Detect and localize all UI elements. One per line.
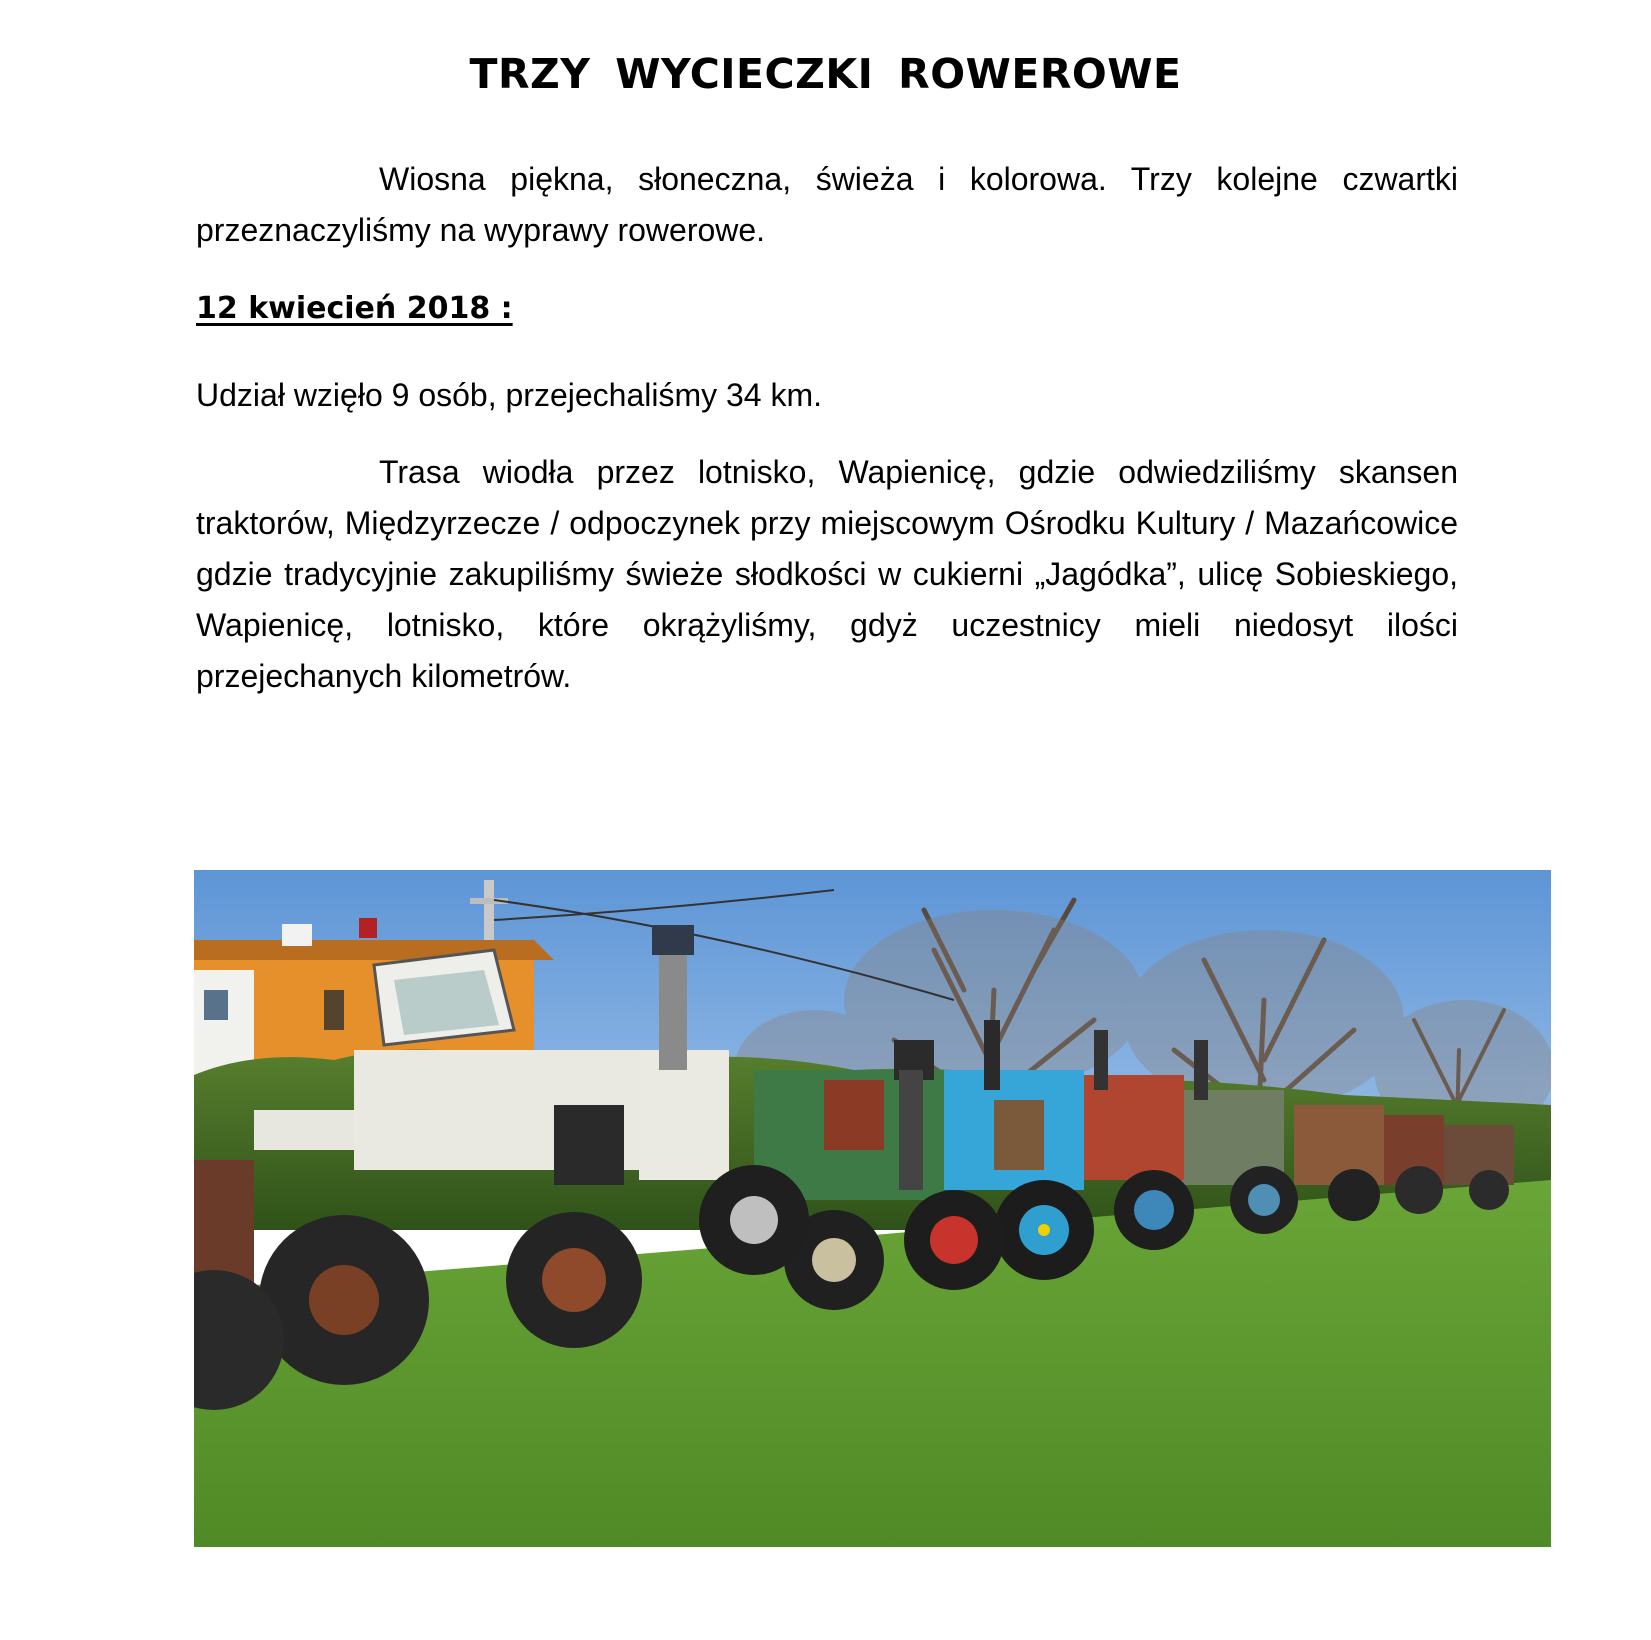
tractor-museum-photo — [194, 870, 1551, 1547]
intro-paragraph: Wiosna piękna, słoneczna, świeża i kolorowa. Trzy kolejne czwartki przeznaczyliśmy na wyprawy rowerowe. — [196, 161, 1458, 248]
route-paragraph: Trasa wiodła przez lotnisko, Wapienicę, gdzie odwiedziliśmy skansen traktorów, Międzyrzecze / odpoczynek przy miejscowym Ośrodku Kultury / Mazańcowice gdzie tradycyjnie zakupiliśmy świeże słodkości w cukierni „Jagódka”, ulicę Sobieskiego, Wapienicę, lotnisko, które okrążyliśmy, gdyż uczestnicy mieli niedosyt ilości przejechanych kilometrów. — [196, 454, 1458, 694]
page-title: TRZY WYCIECZKI ROWEROWE — [469, 50, 1182, 98]
participants-paragraph: Udział wzięło 9 osób, przejechaliśmy 34 km. — [196, 377, 823, 413]
trip-date-heading: 12 kwiecień 2018 : — [196, 291, 513, 326]
